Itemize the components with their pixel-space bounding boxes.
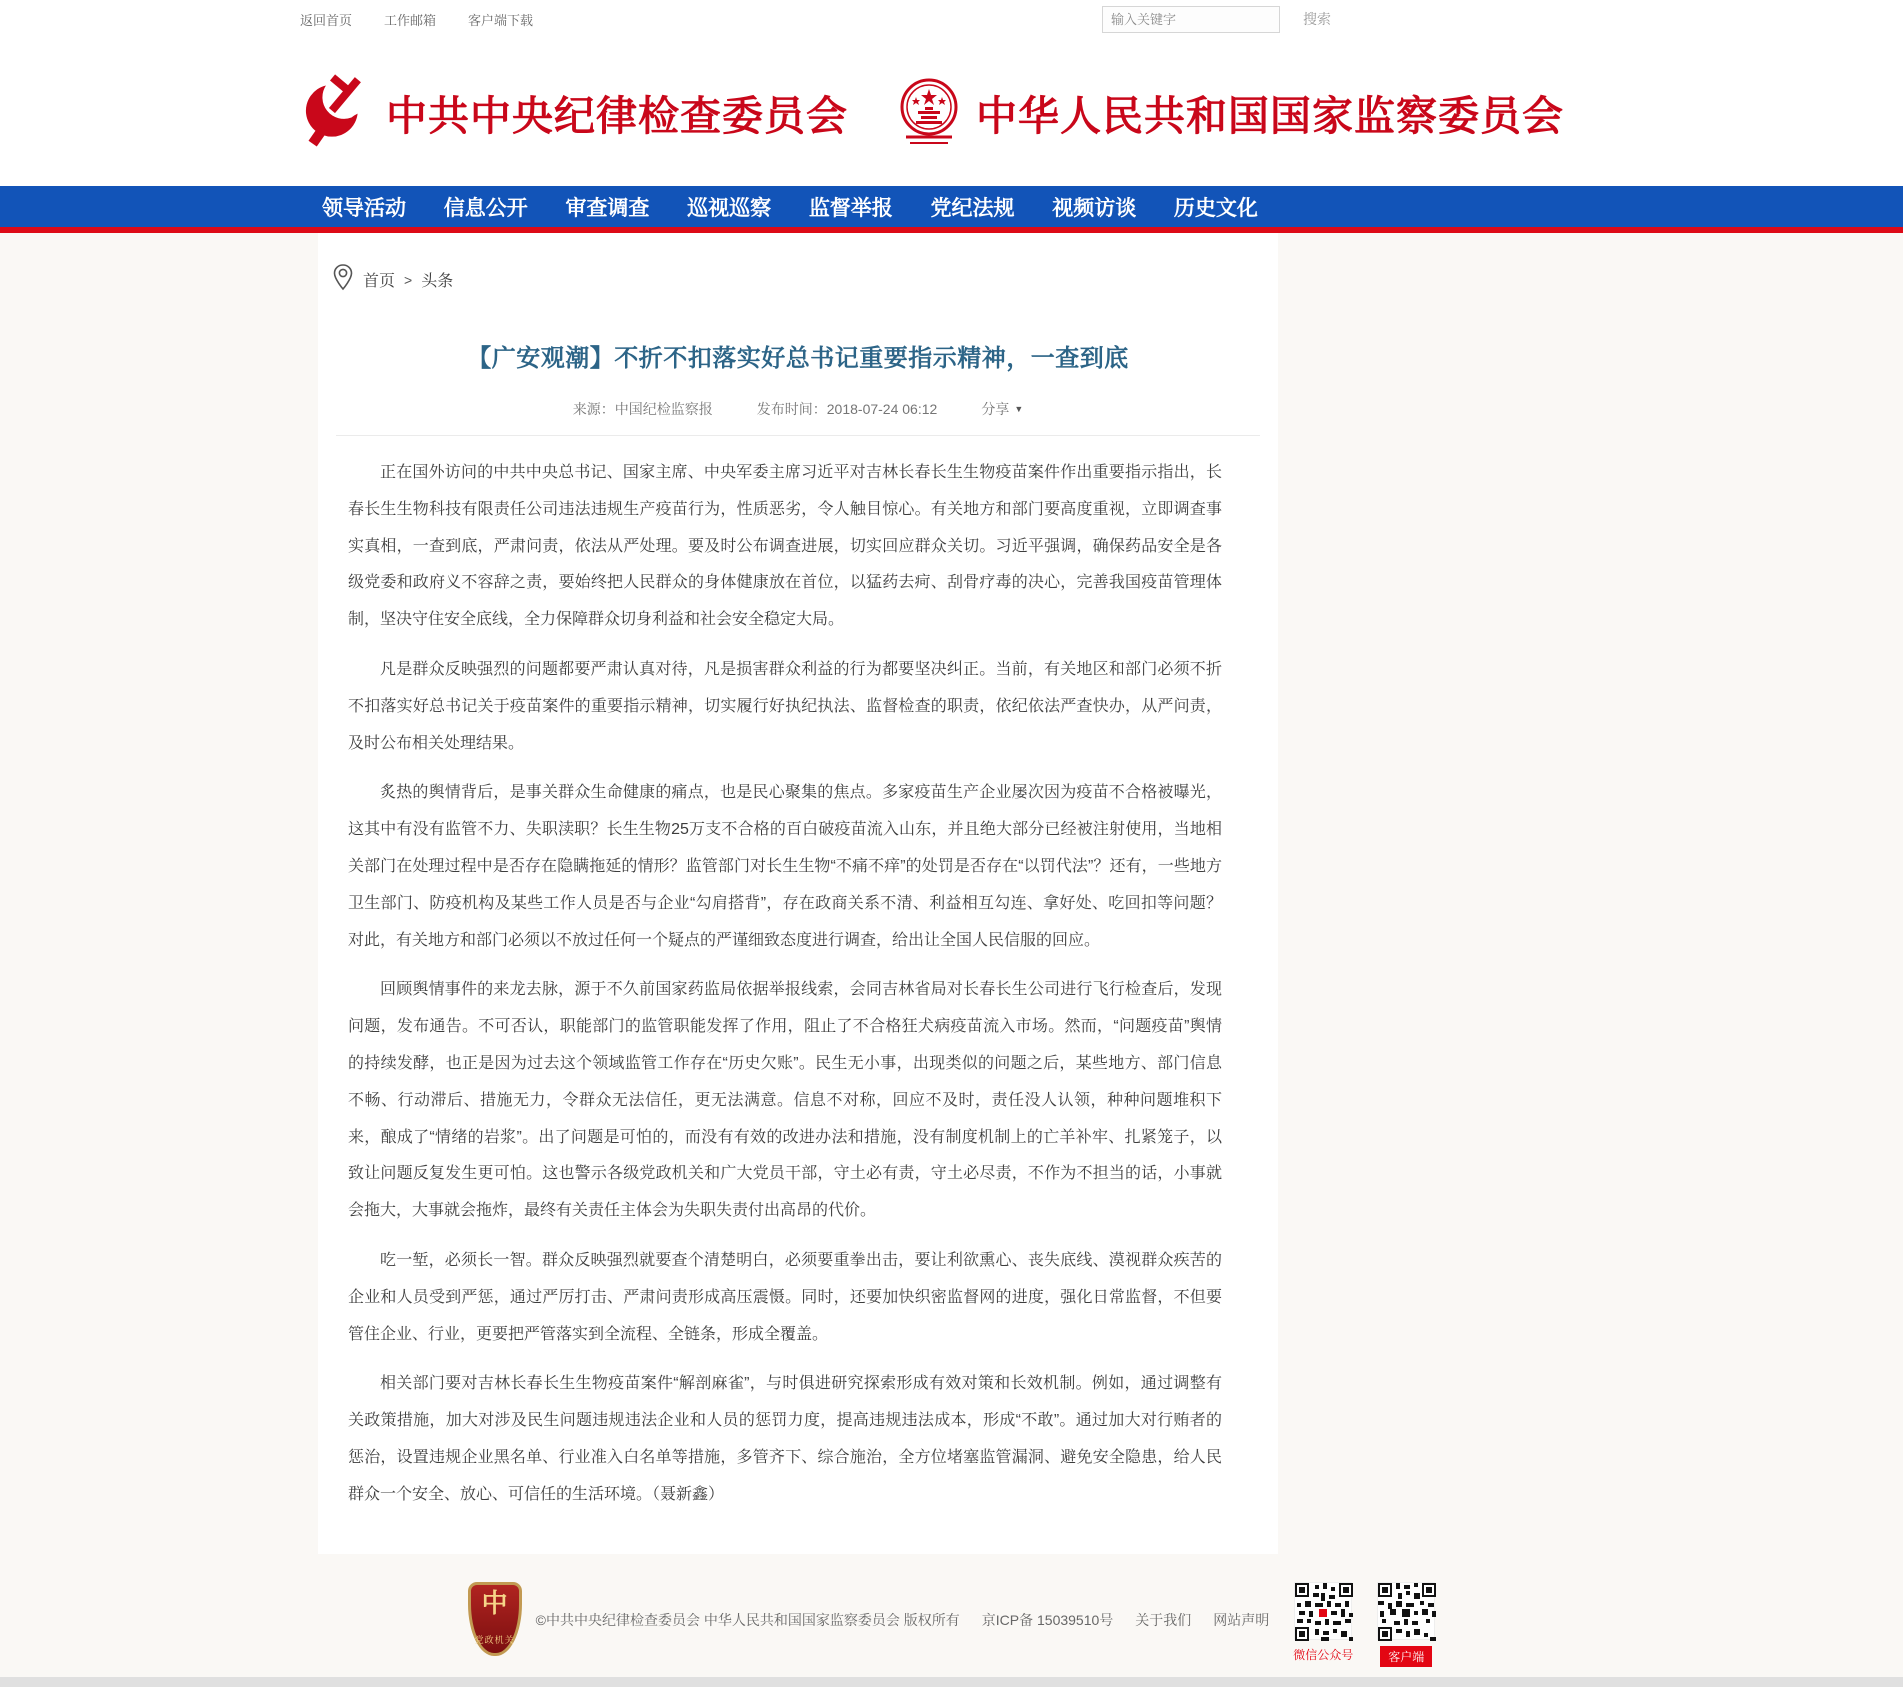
- nav-item-info-disclosure[interactable]: 信息公开: [443, 195, 528, 220]
- nsc-logo[interactable]: [896, 67, 1564, 158]
- home-link[interactable]: 返回首页: [300, 12, 353, 28]
- article-meta: [336, 399, 1260, 436]
- article-paragraph: 炙热的舆情背后，是事关群众生命健康的痛点，也是民心聚集的焦点。多家疫苗生产企业屡次因为疫苗不合格被曝光，这其中有没有监管不力、失职渎职？长生生物25万支不合格的百白破疫苗流入山东，并且绝大部分已经被注射使用，当地相关部门在处理过程中是否存在隐瞒拖延的情形？监管部门对长生生物“不痛不痒”的处罚是否存在“以罚代法”？还有，一些地方卫生部门、防疫机构及某些工作人员是否与企业“勾肩搭背”，存在政商关系不清、利益相互勾连、拿好处、吃回扣等问题？对此，有关地方和部门必须以不放过任何一个疑点的严谨细致态度进行调查，给出让全国人民信服的回应。: [348, 784, 1222, 949]
- ccdi-org-name: 中共中央纪律检查委员会: [386, 92, 848, 139]
- work-mail-link[interactable]: 工作邮箱: [384, 12, 437, 28]
- masthead: [0, 38, 1903, 186]
- client-qr-label: 客户端: [1380, 1646, 1432, 1667]
- badge-emblem: 中: [481, 1588, 508, 1618]
- search-button[interactable]: 搜索: [1303, 11, 1331, 27]
- search-box: [1102, 6, 1331, 33]
- hammer-sickle-icon: [300, 69, 372, 156]
- client-qr-code: [1377, 1582, 1435, 1640]
- nav-item-party-regulations[interactable]: 党纪法规: [930, 195, 1015, 220]
- nav-item-inspection[interactable]: 巡视巡察: [687, 195, 772, 220]
- share-dropdown[interactable]: [981, 399, 1023, 419]
- badge-label: 党政机关: [474, 1634, 515, 1645]
- top-links: [300, 10, 533, 29]
- location-pin-icon: [332, 263, 354, 296]
- copyright-text: ©中共中央纪律检查委员会 中华人民共和国国家监察委员会 版权所有: [535, 1611, 960, 1628]
- article-body: [318, 436, 1278, 1514]
- share-label: 分享: [981, 401, 1010, 417]
- main-navigation: [0, 186, 1903, 233]
- content-background: [0, 233, 1903, 1687]
- nav-item-review-investigation[interactable]: 审查调查: [565, 195, 650, 220]
- nsc-org-name: 中华人民共和国国家监察委员会: [976, 92, 1564, 139]
- article-title: 【广安观潮】不折不扣落实好总书记重要指示精神，一查到底: [467, 345, 1129, 372]
- nav-item-supervision-report[interactable]: 监督举报: [808, 195, 893, 220]
- site-statement-link[interactable]: 网站声明: [1213, 1611, 1270, 1628]
- site-footer: [0, 1554, 1903, 1677]
- breadcrumb-current[interactable]: 头条: [421, 273, 454, 290]
- national-emblem-icon: [896, 67, 962, 158]
- nav-item-history-culture[interactable]: 历史文化: [1173, 195, 1258, 220]
- top-utility-bar: [0, 0, 1903, 38]
- article-paragraph: 正在国外访问的中共中央总书记、国家主席、中央军委主席习近平对吉林长春长生生物疫苗案件作出重要指示指出，长春长生生物科技有限责任公司违法违规生产疫苗行为，性质恶劣，令人触目惊心。有关地方和部门要高度重视，立即调查事实真相，一查到底，严肃问责，依法从严处理。要及时公布调查进展，切实回应群众关切。习近平强调，确保药品安全是各级党委和政府义不容辞之责，要始终把人民群众的身体健康放在首位，以猛药去疴、刮骨疗毒的决心，完善我国疫苗管理体制，坚决守住安全底线，全力保障群众切身利益和社会安全稳定大局。: [348, 464, 1222, 629]
- nav-item-video-interview[interactable]: 视频访谈: [1052, 195, 1137, 220]
- breadcrumb-home[interactable]: 首页: [363, 273, 396, 290]
- ccdi-logo[interactable]: [300, 69, 848, 156]
- article-source: 来源：中国纪检监察报: [572, 401, 713, 417]
- bottom-strip: [0, 1677, 1903, 1687]
- article-card: [318, 233, 1278, 1554]
- wechat-qr-label: 微信公众号: [1293, 1647, 1354, 1662]
- footer-text: [536, 1610, 1270, 1630]
- article-paragraph: 相关部门要对吉林长春长生生物疫苗案件“解剖麻雀”，与时俱进研究探索形成有效对策和长效机制。例如，通过调整有关政策措施，加大对涉及民生问题违规违法企业和人员的惩罚力度，提高违规违法成本，形成“不敢”。通过加大对行贿者的惩治，设置违规企业黑名单、行业准入白名单等措施，多管齐下、综合施治，全方位堵塞监管漏洞、避免安全隐患，给人民群众一个安全、放心、可信任的生活环境。（聂新鑫）: [348, 1375, 1222, 1503]
- about-us-link[interactable]: 关于我们: [1135, 1611, 1192, 1628]
- wechat-qr-block: [1293, 1582, 1353, 1663]
- gov-agency-badge-icon: [468, 1582, 522, 1656]
- article-paragraph: 吃一堑，必须长一智。群众反映强烈就要查个清楚明白，必须要重拳出击，要让利欲熏心、丧失底线、漠视群众疾苦的企业和人员受到严惩，通过严厉打击、严肃问责形成高压震慑。同时，还要加快织密监督网的进度，强化日常监督，不但要管住企业、行业，更要把严管落实到全流程、全链条，形成全覆盖。: [348, 1251, 1222, 1343]
- wechat-qr-code: [1294, 1582, 1352, 1640]
- client-download-link[interactable]: 客户端下载: [468, 12, 534, 28]
- chevron-down-icon: ▼: [1014, 404, 1024, 414]
- nav-item-leader-activities[interactable]: 领导活动: [322, 195, 406, 220]
- article-publish-time: 发布时间：2018-07-24 06:12: [756, 401, 938, 417]
- breadcrumb-separator: >: [404, 271, 413, 288]
- article-paragraph: 回顾舆情事件的来龙去脉，源于不久前国家药监局依据举报线索，会同吉林省局对长春长生公司进行飞行检查后，发现问题，发布通告。不可否认，职能部门的监管职能发挥了作用，阻止了不合格狂犬病疫苗流入市场。然而，“问题疫苗”舆情的持续发酵，也正是因为过去这个领域监管工作存在“历史欠账”。民生无小事，出现类似的问题之后，某些地方、部门信息不畅、行动滞后、措施无力，令群众无法信任，更无法满意。信息不对称，回应不及时，责任没人认领，种种问题堆积下来，酿成了“情绪的岩浆”。出了问题是可怕的，而没有有效的改进办法和措施，没有制度机制上的亡羊补牢、扎紧笼子，以致让问题反复发生更可怕。这也警示各级党政机关和广大党员干部，守土必有责，守土必尽责，不作为不担当的话，小事就会拖大，大事就会拖炸，最终有关责任主体会为失职失责付出高昂的代价。: [348, 981, 1222, 1220]
- search-input[interactable]: [1103, 12, 1295, 27]
- breadcrumb: [318, 233, 1278, 296]
- article-paragraph: 凡是群众反映强烈的问题都要严肃认真对待，凡是损害群众利益的行为都要坚决纠正。当前，有关地区和部门必须不折不扣落实好总书记关于疫苗案件的重要指示精神，切实履行好执纪执法、监督检查的职责，依纪依法严查快办，从严问责，及时公布相关处理结果。: [348, 660, 1222, 752]
- client-qr-block: [1377, 1582, 1435, 1667]
- icp-number: 京ICP备 15039510号: [981, 1611, 1114, 1628]
